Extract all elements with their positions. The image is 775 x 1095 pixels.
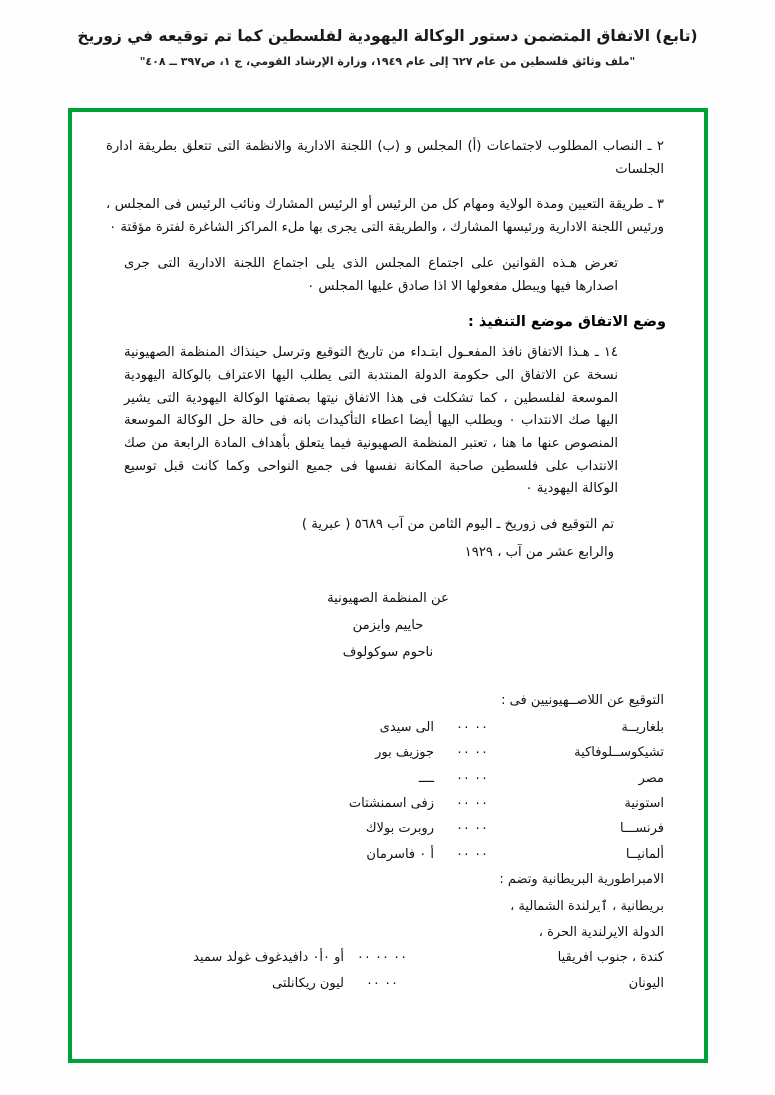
clause-3: ٣ ـ طريقة التعيين ومدة الولاية ومهام كل من الرئيس أو الرئيس المشارك ونائب الرئيس فى المجلس ، ورئيس اللجنة الادارية ورئيسها المشارك ، والطريقة التى يجرى بها ملء المراكز الشاغرة لفترة مؤقتة ٠ (106, 197, 664, 236)
signatory-name: أو ٠أ٠ دافيدغوف غولد سميد (193, 950, 344, 966)
non-zionist-signatures (106, 688, 670, 996)
country-name: استونية (624, 796, 664, 812)
signatory-name-1: حاييم وايزمن (352, 617, 424, 633)
dot-leader: ٠٠ ٠٠ (455, 821, 489, 837)
signature-row (106, 791, 670, 816)
country-name: بلغاريــة (621, 720, 664, 736)
signatory-name: ــــ (418, 770, 434, 786)
signature-row (106, 740, 670, 765)
clause-14: ١٤ ـ هـذا الاتفاق نافذ المفعـول ابتـداء من تاريخ التوقيع وترسل حينذاك المنظمة الصهيونية نسخة عن الاتفاق الى حكومة الدولة المنتدبة التى يطلب اليها الاعتراف بالوكالة اليهودية الموسعة لفلسطين ، كما تشكلت فى هذا الاتفاق نيتها بصفتها الوكالة اليهودية التى يشير اليها صك الانتداب ٠ ويطلب اليها أيضا اعطاء التأكيدات بانه فى حالة حل الوكالة الموسعة المنصوص عنها ما هنا ، تعتبر المنظمة الصهيونية فيما يتعلق بأهداف المادة الرابعة من صك الانتداب على فلسطين صاحبة المكانة نفسها فى جميع النواحى وكما كانت قبل توسيع الوكالة اليهودية ٠ (124, 345, 618, 497)
signing-date: والرابع عشر من آب ، ١٩٢٩ (464, 544, 614, 560)
dot-leader: ٠٠ ٠٠ (455, 796, 489, 812)
paragraph-laws: تعرض هـذه القوانين على اجتماع المجلس الذى يلى اجتماع اللجنة الادارية التى جرى اصدارها فيها ويبطل مفعولها الا اذا صادق عليها المجلس ٠ (124, 255, 618, 294)
country-name: اليونان (628, 975, 664, 991)
signature-row (106, 842, 670, 867)
dot-leader: ٠٠ ٠٠ (455, 770, 489, 786)
country-name: كندة ، جنوب افريقيا (557, 950, 664, 966)
empire-line: الدولة الايرلندية الحرة ، (538, 924, 664, 940)
content-frame (68, 108, 708, 1063)
on-behalf-line: عن المنظمة الصهيونية (327, 590, 449, 606)
page-title: (تابع) الاتفاق المتضمن دستور الوكالة اليهودية لفلسطين كما تم توقيعه في زوريخ (77, 27, 698, 45)
signature-row (106, 816, 670, 841)
dot-leader: ٠٠ ٠٠ (365, 975, 399, 991)
page-header (0, 0, 775, 69)
section-heading-execution: وضع الاتفاق موضع التنفيذ : (468, 314, 666, 331)
non-zionist-lead: التوقيع عن اللاصــهيونيين فى : (501, 692, 664, 708)
signature-block (106, 585, 670, 666)
signatory-name-2: ناحوم سوكولوف (342, 644, 434, 660)
signature-row (106, 715, 670, 740)
empire-lead: الامبراطورية البريطانية وتضم : (499, 872, 664, 888)
signatory-name: زفى اسمنشتات (348, 796, 434, 812)
country-name: مصر (638, 770, 664, 786)
country-name: ألمانيــا (625, 846, 664, 862)
signatory-name: أ ٠ فاسرمان (366, 846, 434, 862)
clause-2: ٢ ـ النصاب المطلوب لاجتماعات (أ) المجلس و (ب) اللجنة الادارية والانظمة التى تتعلق بطريقة ادارة الجلسات (106, 139, 664, 177)
dot-leader: ٠٠ ٠٠ (455, 846, 489, 862)
signature-row (106, 766, 670, 791)
dot-leader: ٠٠ ٠٠ (455, 745, 489, 761)
signature-row (106, 971, 670, 996)
signatory-name: ليون ريكانلتى (272, 975, 344, 991)
signatory-name: جوزيف بور (375, 745, 434, 761)
signature-row (106, 945, 670, 970)
dot-leader: ٠٠ ٠٠ ٠٠ (356, 950, 408, 966)
country-name: فرنســـا (620, 821, 664, 837)
empire-line: بريطانية ، ٱيرلندة الشمالية ، (510, 899, 664, 915)
dot-leader: ٠٠ ٠٠ (455, 720, 489, 736)
page-subtitle: "ملف وثائق فلسطين من عام ٦٢٧ إلى عام ١٩٤٩، وزارة الإرشاد القومي، ج ١، ص٣٩٧ ــ ٤٠٨" (139, 55, 636, 69)
signatory-name: روبرت بولاك (365, 821, 434, 837)
signatory-name: الى سيدى (379, 720, 434, 736)
signing-place: تم التوقيع فى زوريخ ـ اليوم الثامن من آب ٥٦٨٩ ( عبرية ) (301, 517, 614, 533)
country-name: تشيكوســلوفاكية (574, 745, 664, 761)
